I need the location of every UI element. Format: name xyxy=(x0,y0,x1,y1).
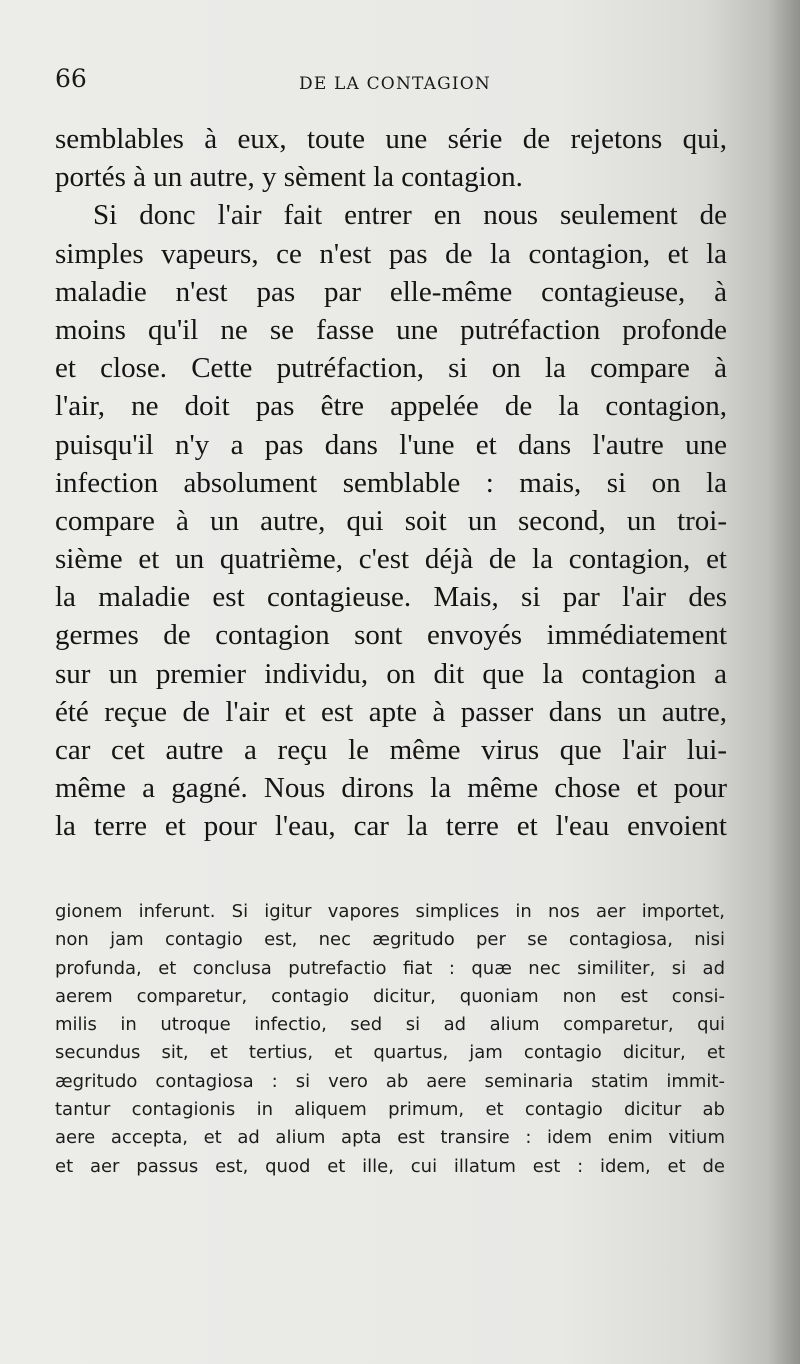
footnote-line: profunda, et conclusa putrefactio fiat : quæ nec similiter, si ad xyxy=(55,957,725,979)
main-text-line: Si donc l'air fait entrer en nous seulement de xyxy=(93,199,727,232)
main-text-line: sième et un quatrième, c'est déjà de la contagion, et xyxy=(55,543,727,576)
latin-footnote-block xyxy=(55,898,725,1181)
main-text-block xyxy=(55,120,727,846)
main-text-line: la terre et pour l'eau, car la terre et l'eau envoient xyxy=(55,810,727,843)
main-text-line: germes de contagion sont envoyés immédiatement xyxy=(55,619,727,652)
footnote-line: ægritudo contagiosa : si vero ab aere seminaria statim immit- xyxy=(55,1070,725,1092)
main-text-line: sur un premier individu, on dit que la contagion a xyxy=(55,657,727,690)
footnote-line: aere accepta, et ad alium apta est transire : idem enim vitium xyxy=(55,1127,725,1149)
main-text-line: maladie n'est pas par elle-même contagieuse, à xyxy=(55,275,727,308)
main-text-line: infection absolument semblable : mais, si on la xyxy=(55,466,727,499)
main-text-line: puisqu'il n'y a pas dans l'une et dans l'autre une xyxy=(55,428,727,461)
main-text-line: la maladie est contagieuse. Mais, si par l'air des xyxy=(55,581,727,614)
footnote-line: et aer passus est, quod et ille, cui illatum est : idem, et de xyxy=(55,1155,725,1177)
main-text-line: semblables à eux, toute une série de rejetons qui, xyxy=(55,123,727,155)
main-text-line: portés à un autre, y sèment la contagion. xyxy=(55,161,523,194)
main-text-line: et close. Cette putréfaction, si on la compare à xyxy=(55,352,727,385)
main-text-line: simples vapeurs, ce n'est pas de la contagion, et la xyxy=(55,237,727,270)
footnote-line: milis in utroque infectio, sed si ad alium comparetur, qui xyxy=(55,1014,725,1036)
footnote-line: aerem comparetur, contagio dicitur, quoniam non est consi- xyxy=(55,985,725,1007)
footnote-line: non jam contagio est, nec ægritudo per se contagiosa, nisi xyxy=(55,929,725,951)
main-text-line: l'air, ne doit pas être appelée de la contagion, xyxy=(55,390,727,423)
main-text-line: moins qu'il ne se fasse une putréfaction profonde xyxy=(55,313,727,346)
footnote-line: gionem inferunt. Si igitur vapores simplices in nos aer importet, xyxy=(55,901,725,922)
footnote-line: tantur contagionis in aliquem primum, et contagio dicitur ab xyxy=(55,1099,725,1121)
main-text-line: été reçue de l'air et est apte à passer dans un autre, xyxy=(55,695,727,728)
running-title: DE LA CONTAGION xyxy=(298,74,492,94)
main-text-line: même a gagné. Nous dirons la même chose et pour xyxy=(55,772,727,805)
page-number: 66 xyxy=(55,64,87,93)
main-text-line: car cet autre a reçu le même virus que l'air lui- xyxy=(55,734,727,766)
main-text-line: compare à un autre, qui soit un second, un troi- xyxy=(55,504,727,537)
footnote-line: secundus sit, et tertius, et quartus, jam contagio dicitur, et xyxy=(55,1042,725,1064)
